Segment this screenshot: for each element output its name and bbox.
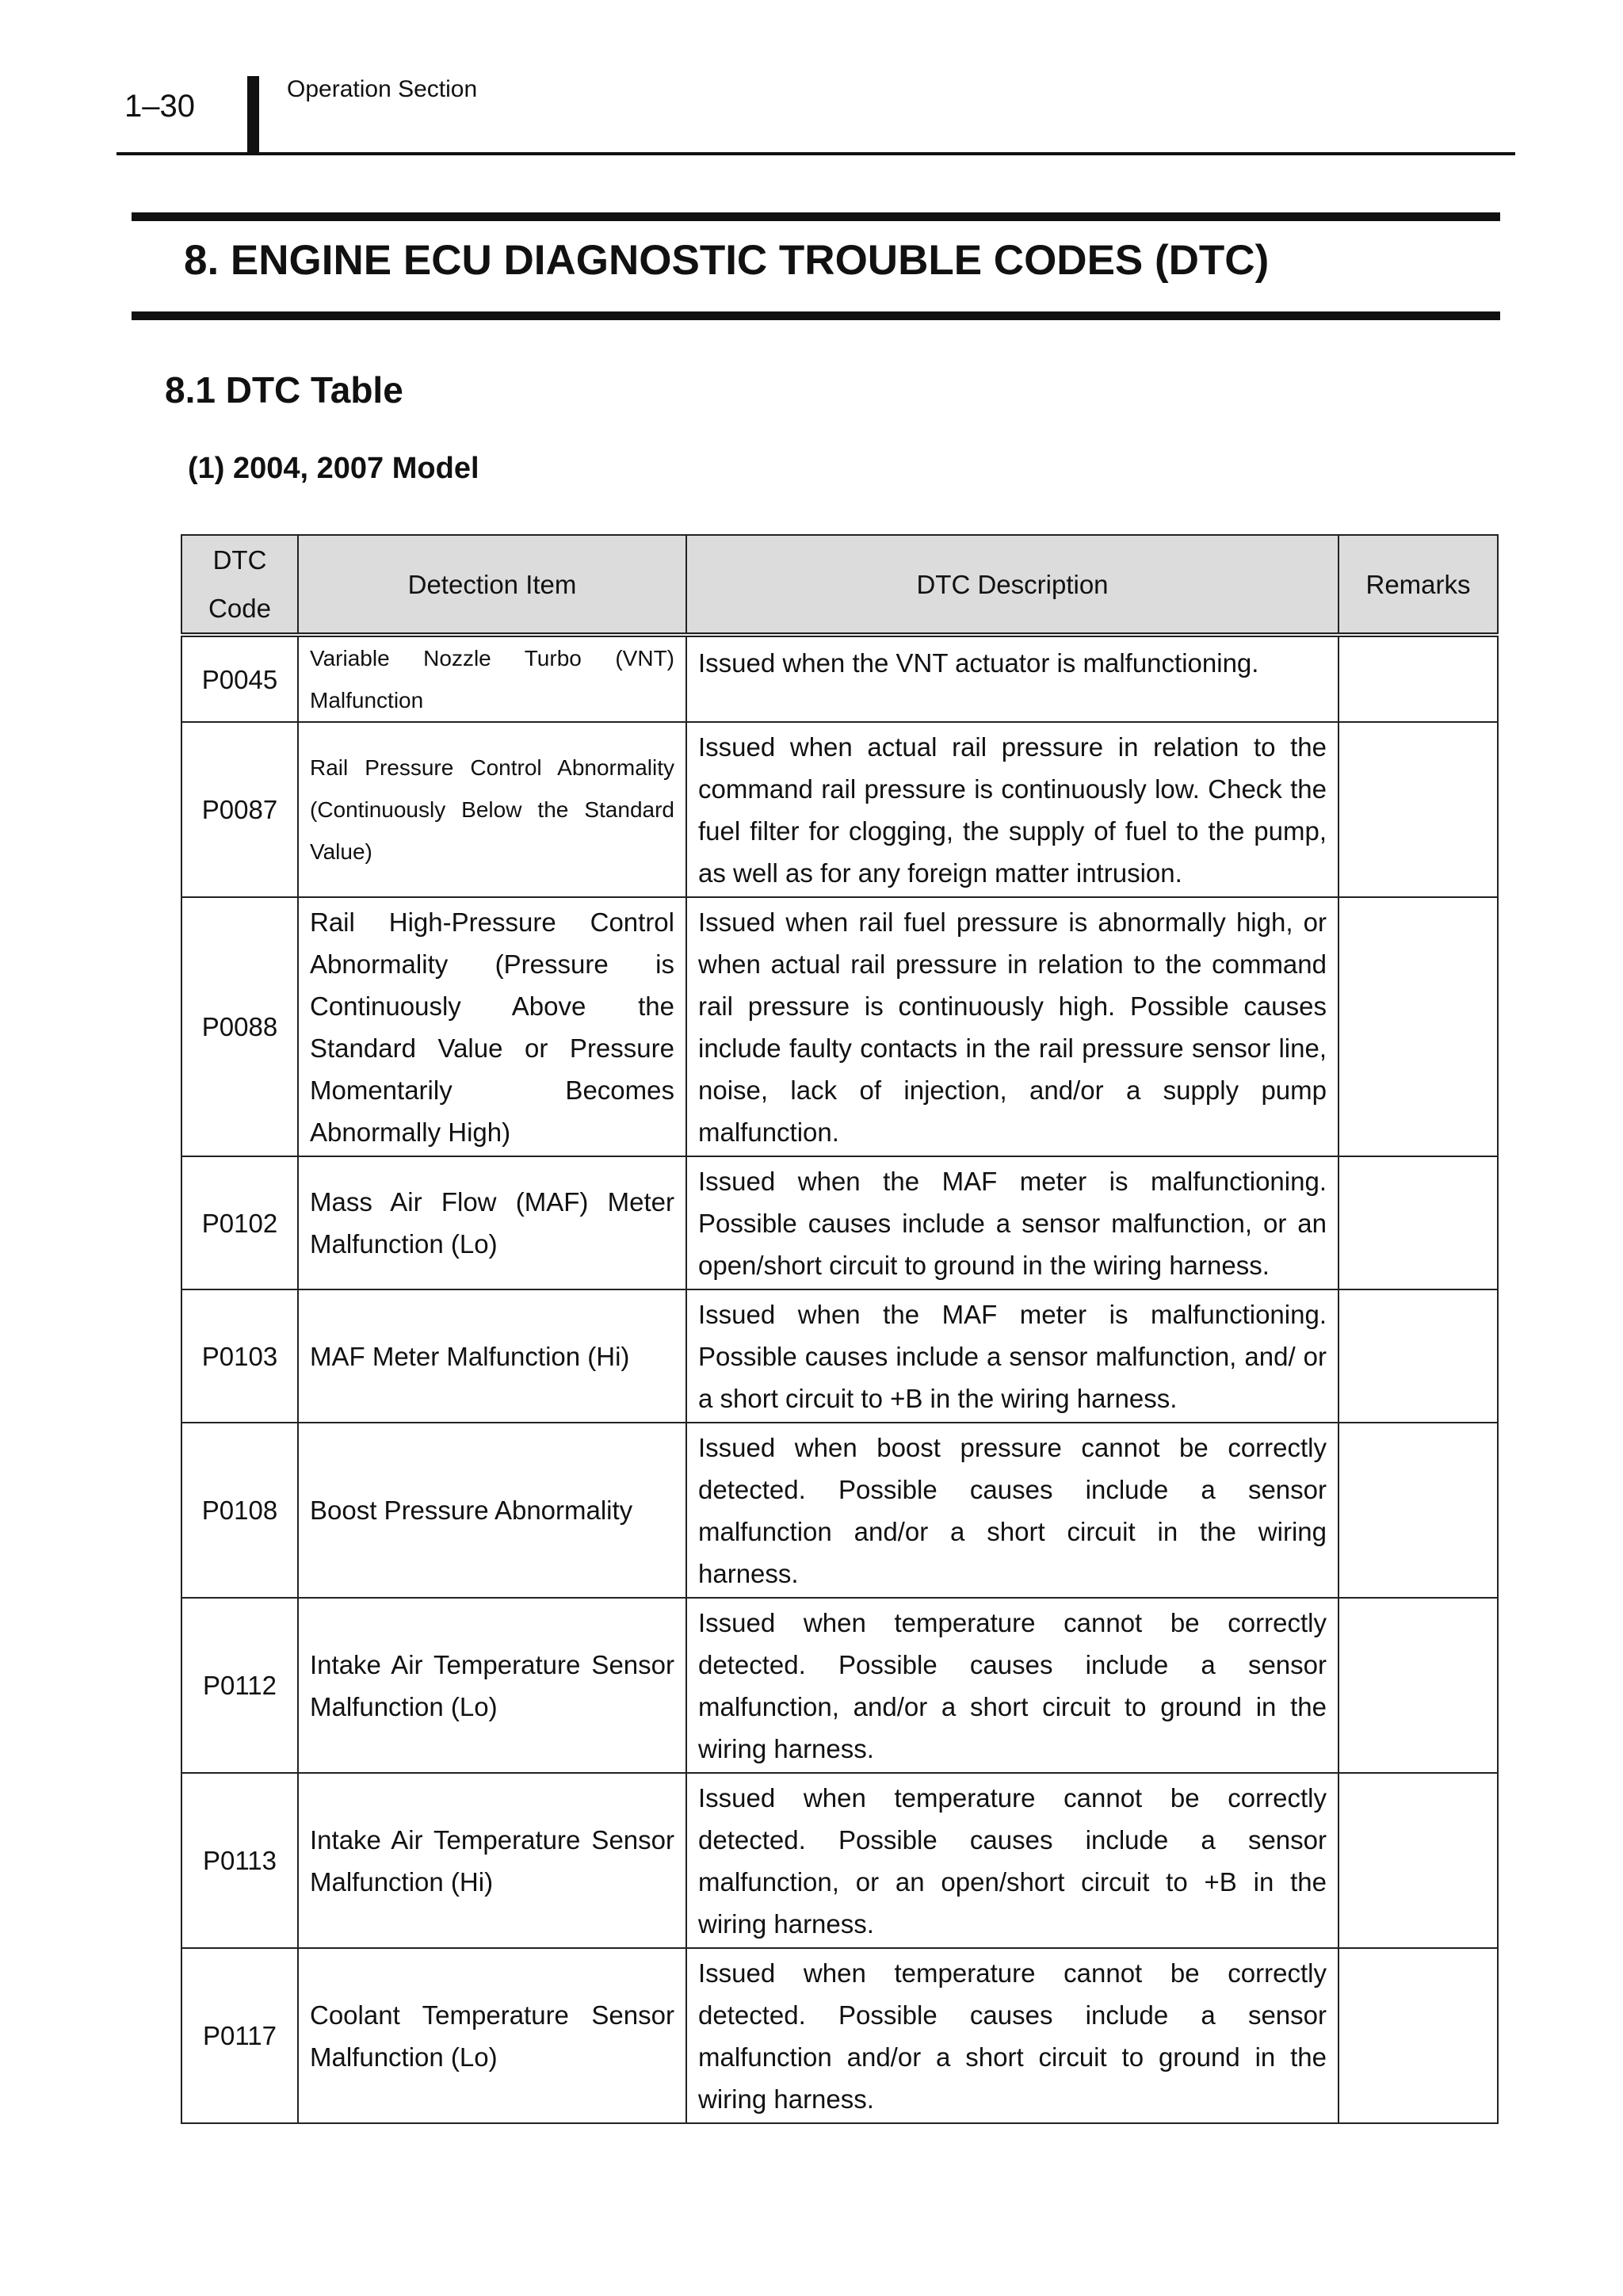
dtc-code-cell: P0087 [181, 722, 298, 897]
dtc-code-cell: P0113 [181, 1773, 298, 1948]
header-dtc-code-line2: Code [208, 594, 271, 623]
description-cell: Issued when the VNT actuator is malfunctioning. [686, 635, 1338, 722]
dtc-table [181, 534, 1499, 2124]
description-cell: Issued when actual rail pressure in relation to the command rail pressure is continuously low. Check the fuel filter for clogging, the supply of fuel to the pump, as well as for any foreign matter intrusion. [686, 722, 1338, 897]
header-dtc-code [181, 535, 298, 635]
dtc-code-cell: P0102 [181, 1156, 298, 1289]
title-rule-bottom [132, 311, 1500, 320]
table-row [181, 1289, 1498, 1423]
remarks-cell [1338, 1289, 1498, 1423]
remarks-cell [1338, 897, 1498, 1156]
detection-item-cell: Intake Air Temperature Sensor Malfunction (Lo) [298, 1598, 686, 1773]
dtc-code-cell: P0088 [181, 897, 298, 1156]
detection-item-cell: Rail High-Pressure Control Abnormality (Pressure is Continuously Above the Standard Value or Pressure Momentarily Becomes Abnormally High) [298, 897, 686, 1156]
table-row [181, 1156, 1498, 1289]
header-dtc-description: DTC Description [686, 535, 1338, 635]
dtc-code-cell: P0045 [181, 635, 298, 722]
description-cell: Issued when temperature cannot be correctly detected. Possible causes include a sensor malfunction, and/or a short circuit to ground in the wiring harness. [686, 1598, 1338, 1773]
subsection-title: 8.1 DTC Table [165, 369, 403, 411]
remarks-cell [1338, 722, 1498, 897]
table-row [181, 635, 1498, 722]
remarks-cell [1338, 1423, 1498, 1598]
page-title: 8. ENGINE ECU DIAGNOSTIC TROUBLE CODES (DTC) [184, 237, 1270, 284]
header-rule [116, 152, 1515, 155]
header-detection-item: Detection Item [298, 535, 686, 635]
description-cell: Issued when rail fuel pressure is abnormally high, or when actual rail pressure in relation to the command rail pressure is continuously high. Possible causes include faulty contacts in the rail pressure sensor line, noise, lack of injection, and/or a supply pump malfunction. [686, 897, 1338, 1156]
header-dtc-code-line1: DTC [212, 545, 267, 575]
dtc-code-cell: P0108 [181, 1423, 298, 1598]
table-row [181, 1948, 1498, 2123]
title-rule-top [132, 212, 1500, 221]
detection-item-cell: Boost Pressure Abnormality [298, 1423, 686, 1598]
model-subheading: (1) 2004, 2007 Model [188, 452, 479, 485]
remarks-cell [1338, 1948, 1498, 2123]
detection-item-cell: MAF Meter Malfunction (Hi) [298, 1289, 686, 1423]
section-label: Operation Section [287, 76, 478, 102]
header-remarks: Remarks [1338, 535, 1498, 635]
dtc-code-cell: P0103 [181, 1289, 298, 1423]
table-row [181, 1773, 1498, 1948]
description-cell: Issued when temperature cannot be correctly detected. Possible causes include a sensor malfunction and/or a short circuit to ground in the wiring harness. [686, 1948, 1338, 2123]
table-row [181, 722, 1498, 897]
table-header-row [181, 535, 1498, 635]
header-bar [247, 76, 259, 153]
remarks-cell [1338, 1773, 1498, 1948]
page-number: 1–30 [124, 89, 195, 124]
dtc-code-cell: P0117 [181, 1948, 298, 2123]
table-row [181, 897, 1498, 1156]
remarks-cell [1338, 635, 1498, 722]
detection-item-cell: Coolant Temperature Sensor Malfunction (Lo) [298, 1948, 686, 2123]
detection-item-cell: Rail Pressure Control Abnormality (Continuously Below the Standard Value) [298, 722, 686, 897]
remarks-cell [1338, 1156, 1498, 1289]
description-cell: Issued when the MAF meter is malfunctioning. Possible causes include a sensor malfunction, or an open/short circuit to ground in the wiring harness. [686, 1156, 1338, 1289]
detection-item-cell: Mass Air Flow (MAF) Meter Malfunction (Lo) [298, 1156, 686, 1289]
table-row [181, 1598, 1498, 1773]
table-row [181, 1423, 1498, 1598]
detection-item-cell: Intake Air Temperature Sensor Malfunction (Hi) [298, 1773, 686, 1948]
remarks-cell [1338, 1598, 1498, 1773]
description-cell: Issued when the MAF meter is malfunctioning. Possible causes include a sensor malfunction, and/ or a short circuit to +B in the wiring harness. [686, 1289, 1338, 1423]
description-cell: Issued when temperature cannot be correctly detected. Possible causes include a sensor malfunction, or an open/short circuit to +B in the wiring harness. [686, 1773, 1338, 1948]
detection-item-cell: Variable Nozzle Turbo (VNT) Malfunction [298, 635, 686, 722]
dtc-code-cell: P0112 [181, 1598, 298, 1773]
description-cell: Issued when boost pressure cannot be correctly detected. Possible causes include a sensor malfunction and/or a short circuit in the wiring harness. [686, 1423, 1338, 1598]
